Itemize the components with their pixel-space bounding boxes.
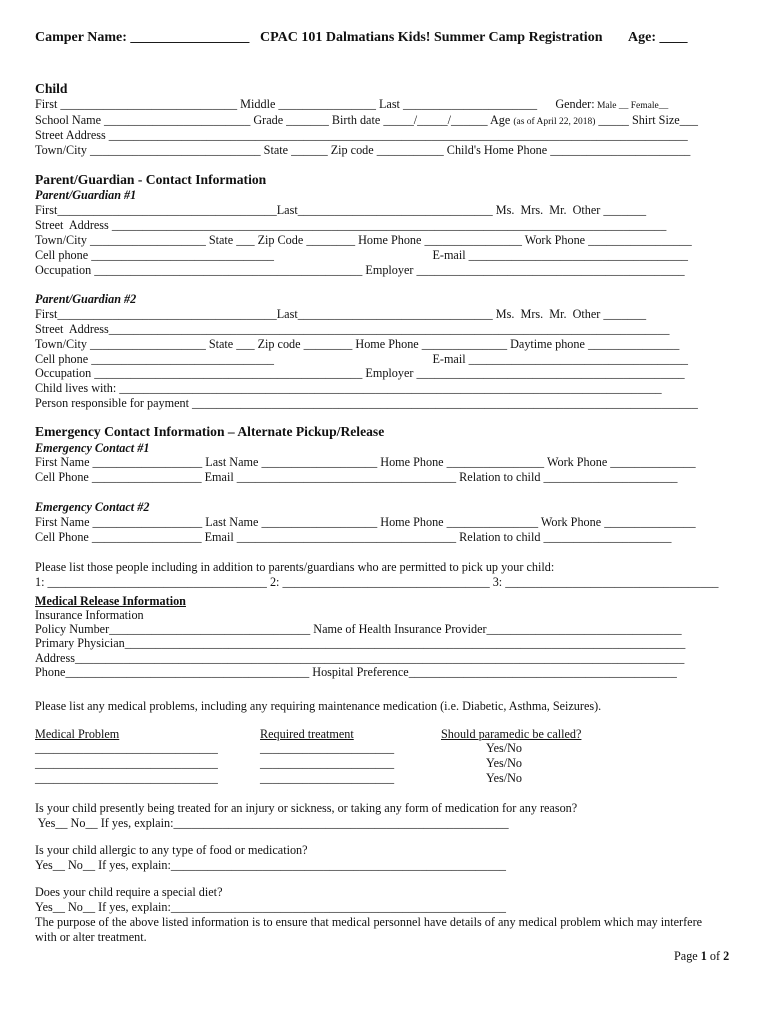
table-row-problem[interactable]: ______________________________ — [35, 771, 218, 785]
age-field[interactable]: Age: ____ — [628, 30, 688, 45]
child-name-line[interactable] — [35, 97, 668, 113]
child-age-shirt-fields[interactable]: _____ Shirt Size___ — [595, 113, 698, 127]
child-town-line[interactable]: Town/City ____________________________ State ______ Zip code ___________ Child's Home Phone _______________________ — [35, 143, 691, 157]
table-row-paramedic[interactable]: Yes/No — [486, 771, 523, 785]
school-grade-birth-fields[interactable]: School Name ________________________ Grade _______ Birth date _____/_____/______ Age — [35, 113, 514, 127]
emergency-heading: Emergency Contact Information – Alternate Pickup/Release — [35, 424, 385, 439]
page-of-label: of — [706, 949, 724, 963]
child-school-line[interactable] — [35, 113, 698, 129]
pg1-street-line[interactable]: Street Address ___________________________________________________________________________________________ — [35, 218, 667, 232]
page-total: 2 — [723, 949, 730, 963]
ec1-name-line[interactable]: First Name __________________ Last Name ___________________ Home Phone ________________ Work Phone ______________ — [35, 455, 696, 469]
primary-physician-line[interactable]: Primary Physician____________________________________________________________________________________________ — [35, 636, 686, 650]
child-name-fields[interactable]: First _____________________________ Middle ________________ Last ______________________ Gender: — [35, 97, 595, 111]
gender-options[interactable]: Male __ Female__ — [594, 101, 669, 111]
page-label: Page — [674, 949, 701, 963]
child-heading: Child — [35, 81, 68, 96]
medical-phone-line[interactable]: Phone________________________________________ Hospital Preference____________________________________________ — [35, 665, 677, 679]
page-current: 1 — [700, 949, 707, 963]
allergy-question: Is your child allergic to any type of food or medication? — [35, 843, 308, 857]
pg2-occupation-line[interactable]: Occupation ____________________________________________ Employer ____________________________________________ — [35, 366, 685, 380]
child-lives-with-line[interactable]: Child lives with: _________________________________________________________________________________________ — [35, 381, 662, 395]
allergy-answer-line[interactable]: Yes__ No__ If yes, explain:_______________________________________________________ — [35, 858, 507, 872]
page-number — [674, 949, 729, 963]
pickup-people-line[interactable]: 1: ____________________________________ 2: __________________________________ 3: ___________________________________ — [35, 575, 719, 589]
policy-number-line[interactable]: Policy Number_________________________________ Name of Health Insurance Provider________________________________ — [35, 622, 682, 636]
ec1-cell-line[interactable]: Cell Phone __________________ Email ____________________________________ Relation to child ______________________ — [35, 470, 678, 484]
camper-name-field[interactable]: Camper Name: _________________ — [35, 30, 250, 45]
ec1-heading: Emergency Contact #1 — [35, 441, 150, 455]
table-row-treatment[interactable]: ______________________ — [260, 771, 395, 785]
insurance-info-label: Insurance Information — [35, 608, 144, 622]
pg2-cell-line[interactable]: Cell phone ______________________________ E-mail ____________________________________ — [35, 352, 689, 366]
medical-address-line[interactable]: Address____________________________________________________________________________________________________ — [35, 651, 685, 665]
pickup-instructions: Please list those people including in addition to parents/guardians who are permitted to pick up your child: — [35, 560, 555, 574]
form-title: CPAC 101 Dalmatians Kids! Summer Camp Registration — [260, 30, 603, 45]
diet-answer-line[interactable]: Yes__ No__ If yes, explain:_______________________________________________________ — [35, 900, 507, 914]
treatment-question: Is your child presently being treated for an injury or sickness, or taking any form of medication for any reason? — [35, 801, 578, 815]
table-row-treatment[interactable]: ______________________ — [260, 756, 395, 770]
pg1-heading: Parent/Guardian #1 — [35, 188, 137, 202]
medical-problem-header: Medical Problem — [35, 727, 120, 741]
age-as-of-note: (as of April 22, 2018) — [513, 117, 596, 127]
ec2-name-line[interactable]: First Name __________________ Last Name ___________________ Home Phone _______________ Work Phone _______________ — [35, 515, 696, 529]
table-row-treatment[interactable]: ______________________ — [260, 741, 395, 755]
purpose-statement-cont: with or alter treatment. — [35, 930, 147, 944]
child-street-line[interactable]: Street Address _______________________________________________________________________________________________ — [35, 128, 688, 142]
pg2-town-line[interactable]: Town/City ___________________ State ___ Zip code ________ Home Phone ______________ Daytime phone _______________ — [35, 337, 680, 351]
pg2-name-line[interactable]: First____________________________________Last________________________________ Ms. Mrs. Mr. Other _______ — [35, 307, 647, 321]
ec2-heading: Emergency Contact #2 — [35, 500, 150, 514]
payment-responsible-line[interactable]: Person responsible for payment ___________________________________________________________________________________ — [35, 396, 698, 410]
table-row-paramedic[interactable]: Yes/No — [486, 741, 523, 755]
medical-problems-intro: Please list any medical problems, including any requiring maintenance medication (i.e. Diabetic, Asthma, Seizures). — [35, 699, 602, 713]
pg2-street-line[interactable]: Street Address____________________________________________________________________________________________ — [35, 322, 670, 336]
medical-heading: Medical Release Information — [35, 594, 186, 608]
pg1-name-line[interactable]: First____________________________________Last________________________________ Ms. Mrs. Mr. Other _______ — [35, 203, 647, 217]
purpose-statement: The purpose of the above listed information is to ensure that medical personnel have details of any medical problem which may interfere — [35, 915, 703, 929]
treatment-answer-line[interactable]: Yes__ No__ If yes, explain:_______________________________________________________ — [35, 816, 509, 830]
paramedic-header: Should paramedic be called? — [441, 727, 582, 741]
required-treatment-header: Required treatment — [260, 727, 354, 741]
table-row-problem[interactable]: ______________________________ — [35, 741, 218, 755]
table-row-problem[interactable]: ______________________________ — [35, 756, 218, 770]
diet-question: Does your child require a special diet? — [35, 885, 223, 899]
contact-heading: Parent/Guardian - Contact Information — [35, 172, 267, 187]
pg2-heading: Parent/Guardian #2 — [35, 292, 137, 306]
ec2-cell-line[interactable]: Cell Phone __________________ Email ____________________________________ Relation to child _____________________ — [35, 530, 672, 544]
pg1-town-line[interactable]: Town/City ___________________ State ___ Zip Code ________ Home Phone ________________ Work Phone _________________ — [35, 233, 692, 247]
pg1-occupation-line[interactable]: Occupation ____________________________________________ Employer ____________________________________________ — [35, 263, 685, 277]
pg1-cell-line[interactable]: Cell phone ______________________________ E-mail ____________________________________ — [35, 248, 689, 262]
table-row-paramedic[interactable]: Yes/No — [486, 756, 523, 770]
